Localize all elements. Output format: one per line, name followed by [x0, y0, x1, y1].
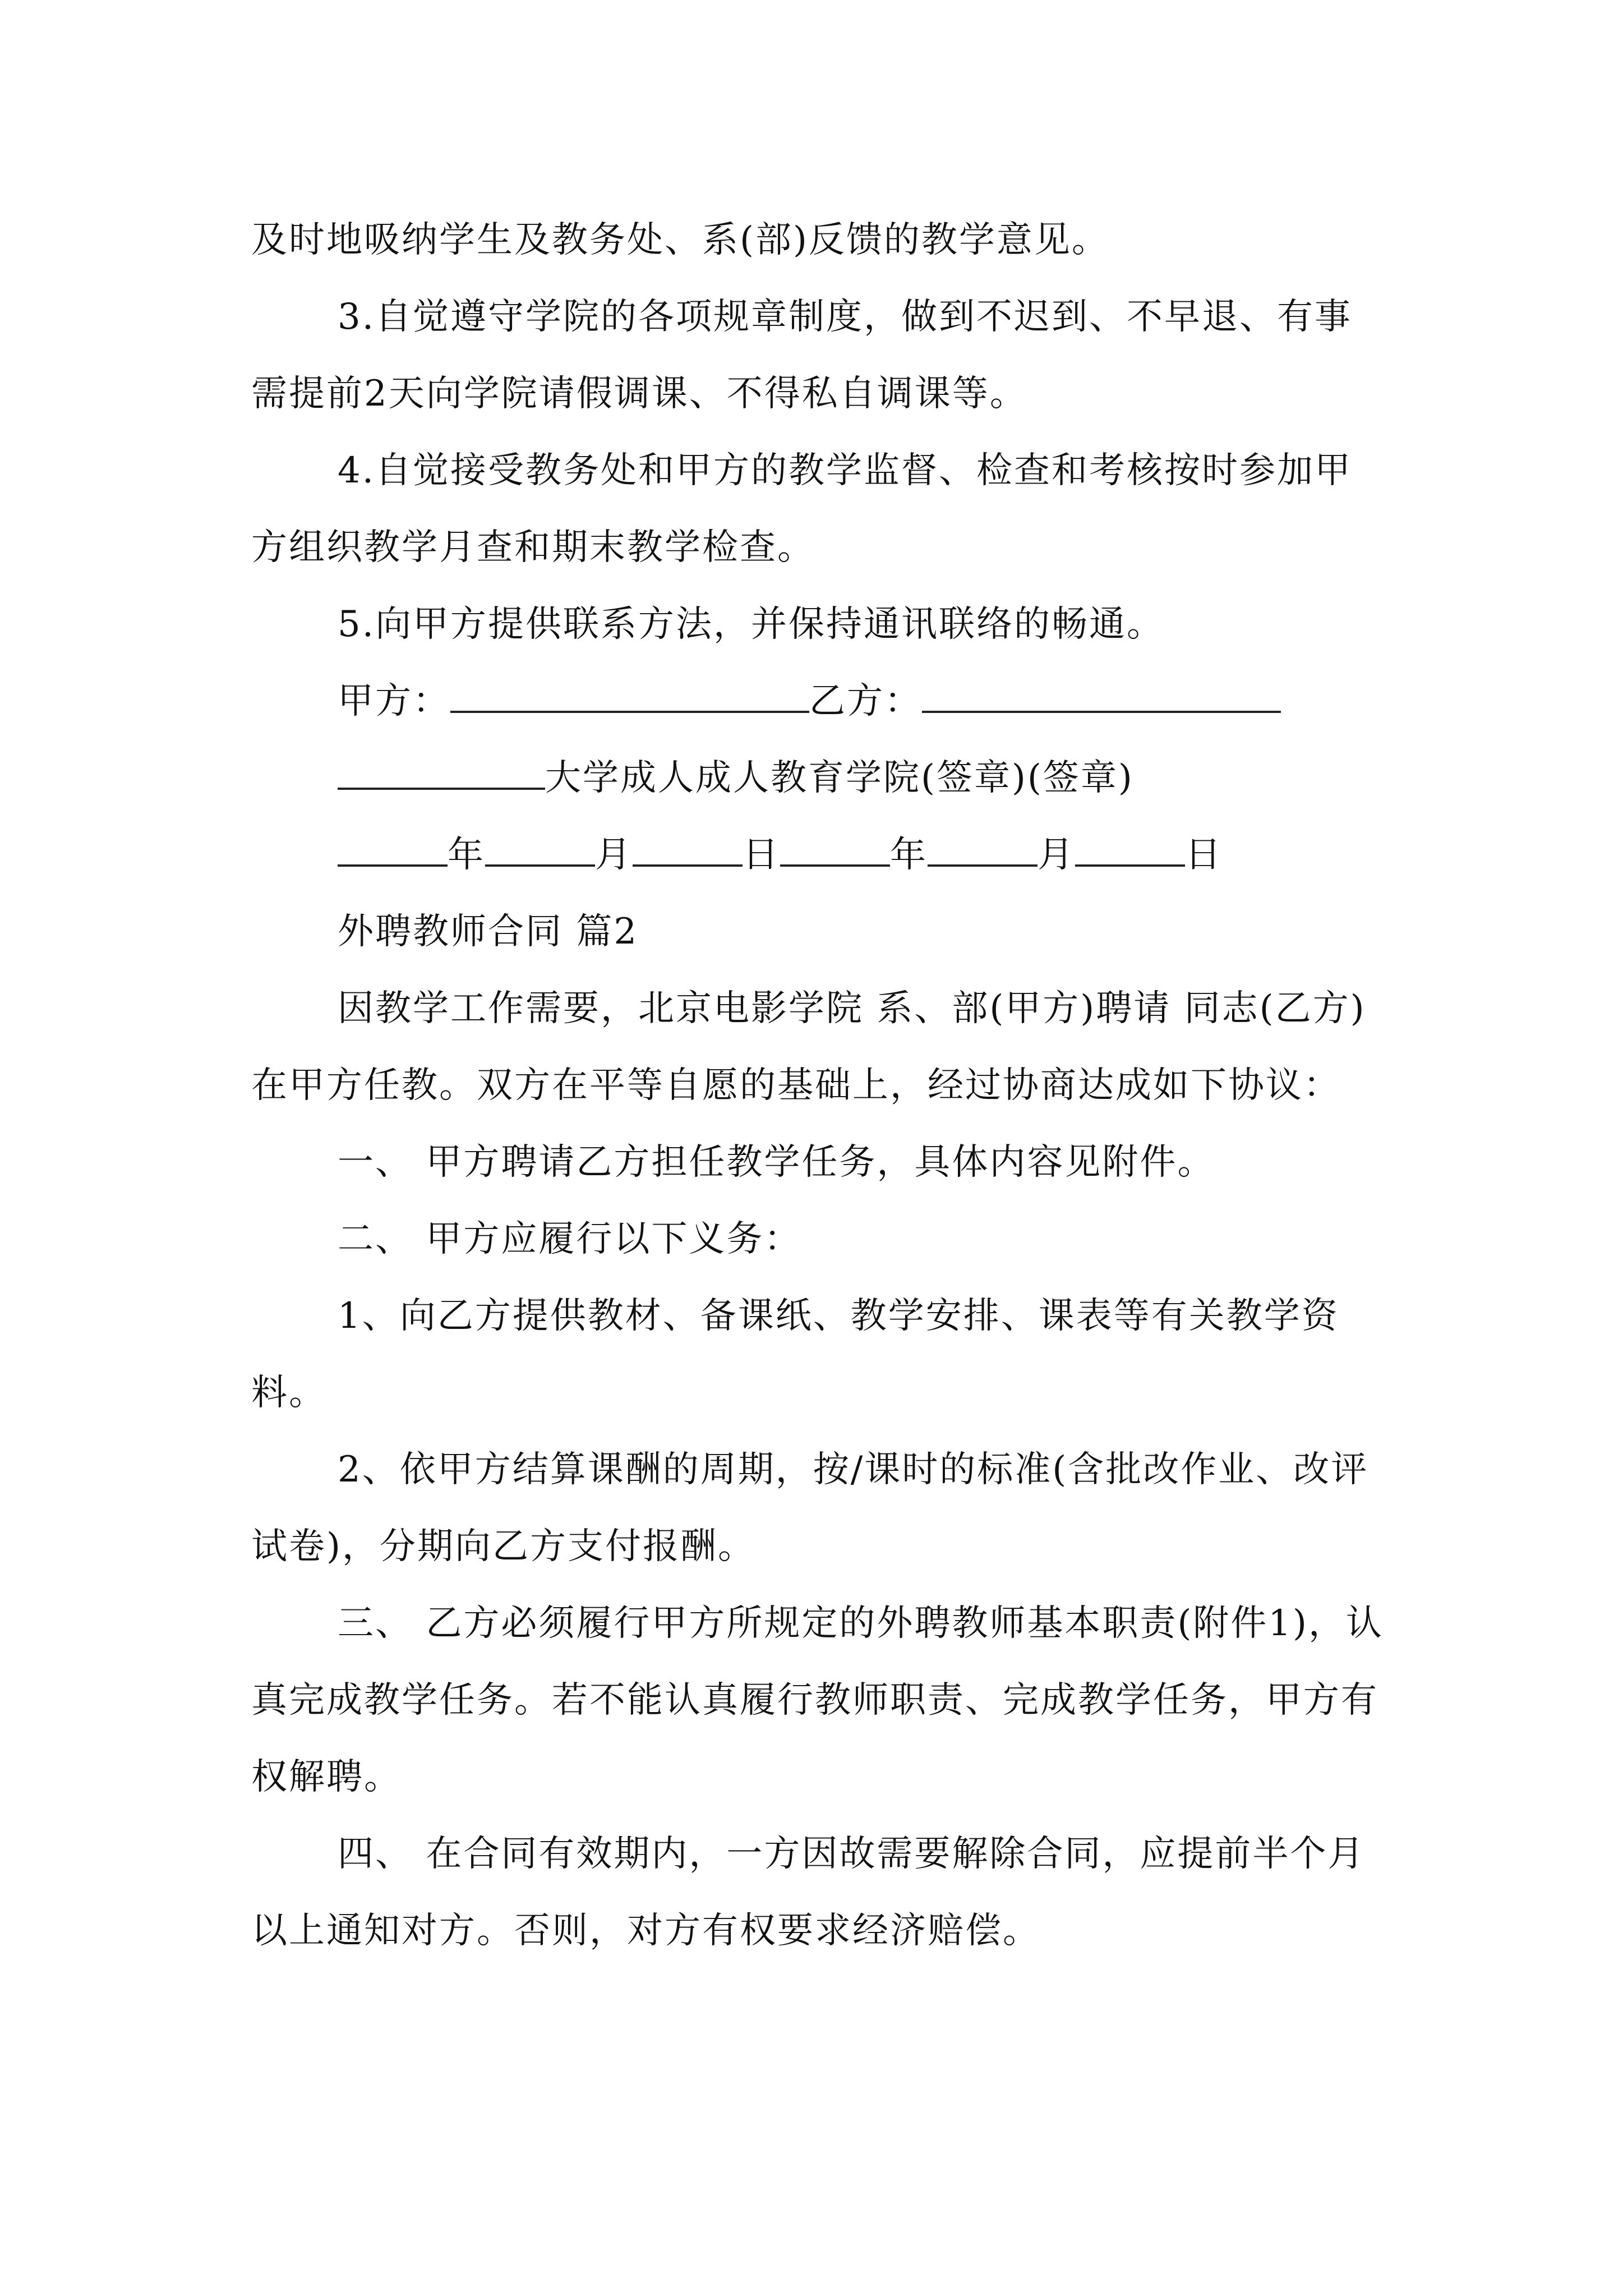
signature-date-line [251, 817, 1384, 894]
year-blank-2 [780, 833, 890, 867]
month-blank [485, 833, 595, 867]
signature-party-line [251, 663, 1384, 740]
paragraph: 及时地吸纳学生及教务处、系(部)反馈的教学意见。 [251, 219, 1109, 261]
month-label: 月 [595, 834, 633, 876]
paragraph: 因教学工作需要，北京电影学院 系、部(甲方)聘请 同志(乙方)在甲方任教。双方在平等自愿的基础上，经过协商达成如下协议： [251, 988, 1366, 1106]
day-blank-2 [1075, 833, 1185, 867]
month-label-2: 月 [1038, 834, 1075, 876]
document-body [251, 202, 1384, 1970]
paragraph: 5.向甲方提供联系方法，并保持通讯联络的畅通。 [338, 604, 1165, 645]
paragraph: 3.自觉遵守学院的各项规章制度，做到不迟到、不早退、有事需提前2天向学院请假调课、不得私自调课等。 [251, 296, 1353, 415]
day-label-2: 日 [1185, 834, 1223, 876]
party-a-blank [450, 679, 809, 713]
section-title: 外聘教师合同 篇2 [338, 911, 639, 953]
paragraph: 4.自觉接受教务处和甲方的教学监督、检查和考核按时参加甲方组织教学月查和期末教学检查。 [251, 450, 1353, 568]
day-blank [633, 833, 743, 867]
paragraph: 四、 在合同有效期内，一方因故需要解除合同，应提前半个月以上通知对方。否则，对方有权要求经济赔偿。 [251, 1833, 1366, 1952]
paragraph: 二、 甲方应履行以下义务： [338, 1218, 802, 1260]
paragraph: 一、 甲方聘请乙方担任教学任务，具体内容见附件。 [338, 1142, 1215, 1183]
paragraph: 三、 乙方必须履行甲方所规定的外聘教师基本职责(附件1)，认真完成教学任务。若不能认真履行教师职责、完成教学任务，甲方有权解聘。 [251, 1603, 1384, 1798]
paragraph: 2、依甲方结算课酬的周期，按/课时的标准(含批改作业、改评试卷)，分期向乙方支付报酬。 [251, 1449, 1369, 1567]
party-b-label: 乙方： [809, 680, 922, 722]
month-blank-2 [928, 833, 1038, 867]
year-blank [338, 833, 448, 867]
party-a-label: 甲方： [338, 680, 450, 722]
institution-blank [338, 756, 545, 790]
year-label-2: 年 [890, 834, 928, 876]
day-label: 日 [743, 834, 780, 876]
party-b-blank [922, 679, 1281, 713]
year-label: 年 [448, 834, 485, 876]
paragraph: 1、向乙方提供教材、备课纸、教学安排、课表等有关教学资料。 [251, 1295, 1339, 1414]
institution-text: 大学成人成人教育学院(签章)(签章) [545, 757, 1134, 799]
signature-institution-line [251, 740, 1384, 817]
